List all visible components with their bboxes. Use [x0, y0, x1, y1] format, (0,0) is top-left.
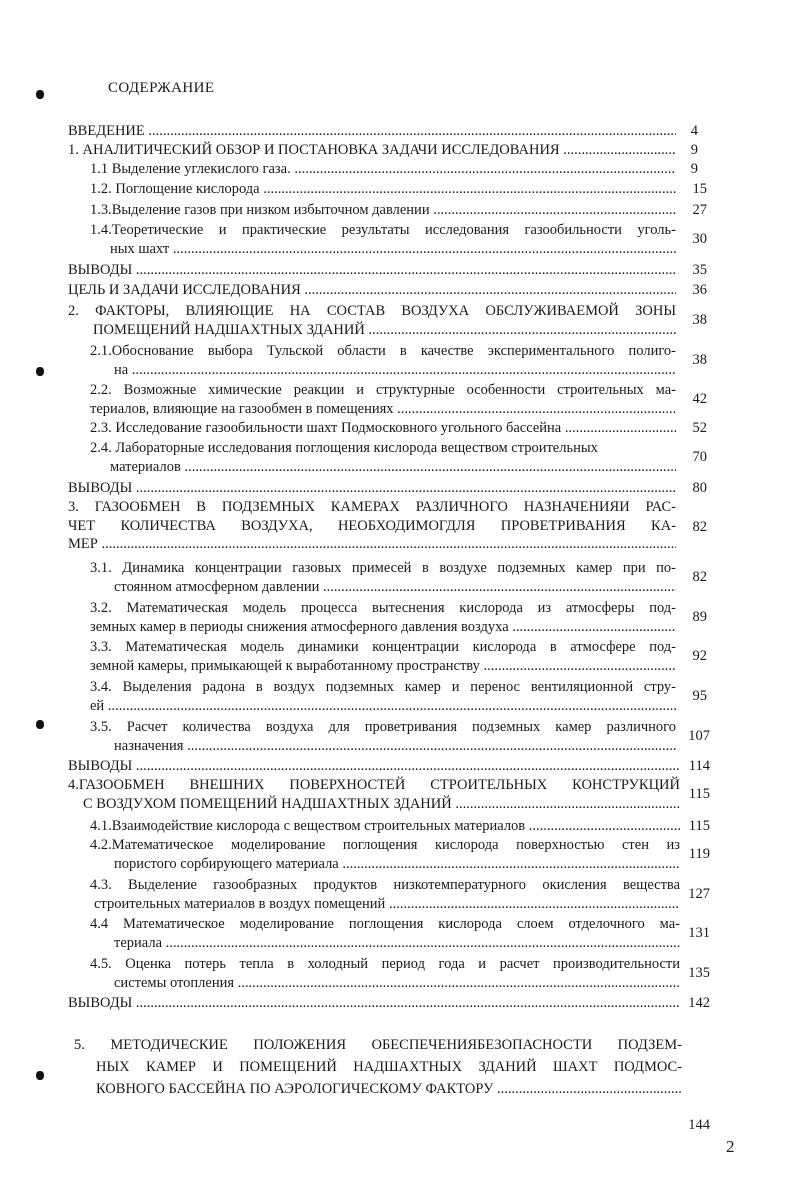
contents-heading: СОДЕРЖАНИЕ [108, 80, 215, 96]
toc-entry [68, 479, 676, 498]
toc-entry [68, 302, 676, 339]
toc-entry-continuation: строительных материалов в воздух помещений ..... [90, 895, 680, 914]
toc-entry-continuation: ЧЕТ КОЛИЧЕСТВА ВОЗДУХА, НЕОБХОДИМОГДЛЯ ПРОВЕТРИВАНИЯ КА- [68, 517, 676, 534]
toc-entry-title: 5. МЕТОДИЧЕСКИЕ ПОЛОЖЕНИЯ ОБЕСПЕЧЕНИЯБЕЗОПАСНОСТИ ПОДЗЕМ- [74, 1037, 682, 1053]
toc-page-number: 82 [692, 519, 707, 535]
scan-mark [36, 1071, 44, 1080]
toc-entry-title: ЦЕЛЬ И ЗАДАЧИ ИССЛЕДОВАНИЯ ..... [68, 281, 676, 300]
toc-entry-continuation: НЫХ КАМЕР И ПОМЕЩЕНИЙ НАДШАХТНЫХ ЗДАНИЙ ШАХТ ПОДМОС- [96, 1059, 682, 1075]
toc-page-number: 36 [692, 282, 707, 298]
toc-entry-title: 1. АНАЛИТИЧЕСКИЙ ОБЗОР И ПОСТАНОВКА ЗАДАЧИ ИССЛЕДОВАНИЯ ..... [68, 141, 676, 160]
toc-entry [90, 915, 680, 952]
scan-mark [36, 90, 44, 99]
toc-entry [68, 122, 676, 141]
toc-entry [90, 381, 676, 418]
toc-entry [90, 559, 676, 596]
toc-entry [90, 201, 676, 220]
toc-entry [74, 1034, 682, 1100]
toc-entry-continuation: териалов, влияющие на газообмен в помещениях ..... [90, 400, 676, 419]
toc-entry [90, 638, 676, 675]
toc-page-number: 142 [688, 995, 710, 1011]
toc-entry-continuation: системы отопления ..... [90, 974, 680, 993]
toc-page-number: 119 [688, 846, 710, 862]
toc-entry-title: 1.3.Выделение газов при низком избыточном давлении ..... [90, 201, 676, 220]
toc-entry [90, 180, 676, 199]
toc-page-number: 9 [690, 142, 698, 158]
toc-entry-title: 4.2.Математическое моделирование поглощения кислорода поверхностью стен из [90, 837, 680, 853]
toc-page-number: 80 [692, 480, 707, 496]
toc-page-number: 89 [692, 609, 707, 625]
toc-entry-continuation: ей ..... [90, 697, 676, 716]
toc-entry-title: ВЫВОДЫ ..... [68, 757, 680, 776]
toc-page-number: 38 [692, 352, 707, 368]
toc-entry [90, 221, 676, 258]
toc-entry [90, 876, 680, 913]
toc-entry [90, 419, 676, 438]
toc-entry-title: 4.4 Математическое моделирование поглощения кислорода слоем отделочного ма- [90, 916, 680, 932]
toc-page-number: 115 [688, 786, 710, 802]
toc-entry-title: ВЫВОДЫ ..... [68, 994, 680, 1013]
toc-entry-title: 2. ФАКТОРЫ, ВЛИЯЮЩИЕ НА СОСТАВ ВОЗДУХА ОБСЛУЖИВАЕМОЙ ЗОНЫ [68, 303, 676, 319]
toc-page-number: 35 [692, 262, 707, 278]
toc-entry-continuation: МЕР ..... [68, 535, 676, 554]
toc-entry [90, 718, 676, 755]
toc-entry-title: 3.1. Динамика концентрации газовых примесей в воздухе подземных камер при по- [90, 560, 676, 576]
toc-entry-title: 3.5. Расчет количества воздуха для проветривания подземных камер различного [90, 719, 676, 735]
toc-entry-title: 3.3. Математическая модель динамики концентрации кислорода в атмосфере под- [90, 639, 676, 655]
toc-entry-title: 2.3. Исследование газообильности шахт Подмосковного угольного бассейна ..... [90, 419, 676, 438]
toc-entry [90, 955, 680, 992]
toc-entry-title: ВЫВОДЫ ..... [68, 261, 676, 280]
toc-page-number: 4 [690, 123, 698, 139]
toc-entry-title: 2.2. Возможные химические реакции и структурные особенности строительных ма- [90, 382, 676, 398]
toc-entry [68, 776, 680, 813]
toc-entry-title: 2.1.Обоснование выбора Тульской области в качестве экспериментального полиго- [90, 343, 676, 359]
toc-page-number: 131 [688, 925, 710, 941]
toc-entry-continuation: пористого сорбирующего материала ..... [90, 855, 680, 874]
toc-entry [90, 836, 680, 873]
toc-entry [90, 439, 676, 476]
toc-entry-continuation: ПОМЕЩЕНИЙ НАДШАХТНЫХ ЗДАНИЙ ..... [68, 321, 676, 340]
toc-page-number: 115 [688, 818, 710, 834]
toc-entry-title: 4.5. Оценка потерь тепла в холодный период года и расчет производительности [90, 956, 680, 972]
toc-entry [90, 599, 676, 636]
toc-page-number: 42 [692, 391, 707, 407]
toc-page-number: 70 [692, 449, 707, 465]
toc-entry-title: 1.1 Выделение углекислого газа. ..... [90, 160, 676, 179]
toc-entry-title: ВЫВОДЫ ..... [68, 479, 676, 498]
toc-entry-title: 3. ГАЗООБМЕН В ПОДЗЕМНЫХ КАМЕРАХ РАЗЛИЧНОГО НАЗНАЧЕНИЯИ РАС- [68, 499, 676, 515]
toc-entry-continuation: КОВНОГО БАССЕЙНА ПО АЭРОЛОГИЧЕСКОМУ ФАКТОРУ ..... [74, 1078, 682, 1100]
toc-entry-title: 4.3. Выделение газообразных продуктов низкотемпературного окисления вещества [90, 877, 680, 893]
toc-page-number: 38 [692, 312, 707, 328]
toc-page-number: 114 [688, 758, 710, 774]
scan-mark [36, 720, 44, 729]
toc-entry-title: 2.4. Лабораторные исследования поглощения кислорода веществом строительных [90, 440, 598, 456]
toc-entry-continuation: стоянном атмосферном давлении ..... [90, 578, 676, 597]
toc-page-number: 9 [690, 161, 698, 177]
toc-page-number: 82 [692, 569, 707, 585]
toc-entry [68, 994, 680, 1013]
scan-mark [36, 367, 44, 376]
toc-entry-title: 1.4.Теоретические и практические результаты исследования газообильности уголь- [90, 222, 676, 238]
toc-entry-continuation: териала ..... [90, 934, 680, 953]
toc-page-number: 30 [692, 231, 707, 247]
toc-entry [90, 160, 676, 179]
toc-entry-continuation: земной камеры, примыкающей к выработанному пространству ..... [90, 657, 676, 676]
toc-page-number: 135 [688, 965, 710, 981]
toc-entry-title: 3.4. Выделения радона в воздух подземных камер и перенос вентиляционной стру- [90, 679, 676, 695]
toc-page-number: 15 [692, 181, 707, 197]
toc-page-number: 144 [688, 1117, 710, 1133]
toc-page-number: 52 [692, 420, 707, 436]
toc-page-number: 95 [692, 688, 707, 704]
toc-entry-continuation: земных камер в периоды снижения атмосферного давления воздуха ..... [90, 618, 676, 637]
toc-entry [90, 817, 680, 836]
toc-entry-continuation: ных шахт ..... [90, 240, 676, 259]
toc-page-number: 92 [692, 648, 707, 664]
toc-entry [90, 342, 676, 379]
toc-entry-continuation: С ВОЗДУХОМ ПОМЕЩЕНИЙ НАДШАХТНЫХ ЗДАНИЙ ..... [68, 795, 680, 814]
toc-entry-title: 4.1.Взаимодействие кислорода с веществом строительных материалов ..... [90, 817, 680, 836]
toc-page-number: 127 [688, 886, 710, 902]
toc-page-number: 27 [692, 202, 707, 218]
toc-entry [90, 678, 676, 715]
toc-entry-title: 3.2. Математическая модель процесса вытеснения кислорода из атмосферы под- [90, 600, 676, 616]
toc-entry-title: 4.ГАЗООБМЕН ВНЕШНИХ ПОВЕРХНОСТЕЙ СТРОИТЕЛЬНЫХ КОНСТРУКЦИЙ [68, 777, 680, 793]
toc-entry [68, 498, 676, 554]
toc-entry-continuation: материалов ..... [90, 458, 676, 477]
toc-entry [68, 141, 676, 160]
toc-page-number: 107 [688, 728, 710, 744]
toc-entry [68, 281, 676, 300]
toc-entry-title: 1.2. Поглощение кислорода ..... [90, 180, 676, 199]
toc-entry-continuation: на ..... [90, 361, 676, 380]
toc-entry [68, 757, 680, 776]
toc-entry-continuation: назначения ..... [90, 737, 676, 756]
page-number: 2 [726, 1137, 735, 1156]
toc-entry-title: ВВЕДЕНИЕ ..... [68, 122, 676, 141]
toc-entry [68, 261, 676, 280]
